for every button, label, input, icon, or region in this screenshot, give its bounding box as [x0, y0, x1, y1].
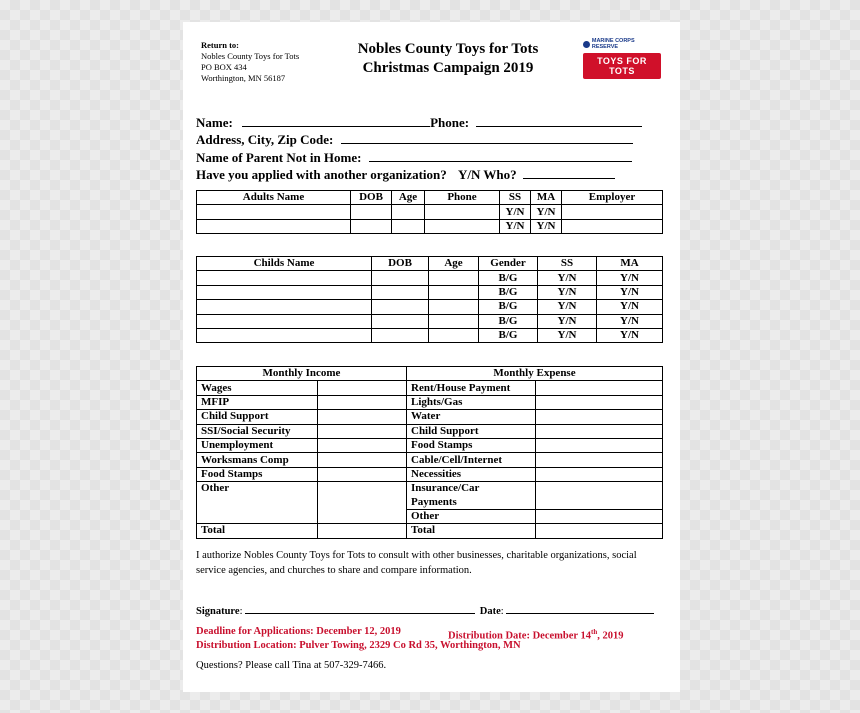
signature-line[interactable]: [245, 603, 475, 614]
adult-ss-cell[interactable]: Y/N: [500, 205, 531, 219]
expense-amount[interactable]: [536, 424, 663, 438]
expense-amount[interactable]: [536, 438, 663, 452]
deadline-info: [196, 625, 624, 653]
parent-row: [196, 149, 642, 166]
return-line: PO BOX 434: [201, 62, 247, 72]
applied-yn[interactable]: Y/N: [458, 166, 481, 182]
parent-label: Name of Parent Not in Home:: [196, 149, 362, 165]
child-dob-cell[interactable]: [372, 300, 429, 314]
adult-dob-cell[interactable]: [351, 219, 392, 233]
return-line: Worthington, MN 56187: [201, 73, 286, 83]
address-row: [196, 131, 642, 148]
income-label: Food Stamps: [197, 467, 318, 481]
title-line-2: Christmas Campaign 2019: [362, 60, 534, 76]
adults-col-ss: SS: [500, 191, 531, 205]
income-label: Other: [197, 482, 318, 524]
adult-employer-cell[interactable]: [562, 205, 663, 219]
expense-amount[interactable]: [536, 381, 663, 395]
income-label: Wages: [197, 381, 318, 395]
childs-col-ss: SS: [538, 257, 597, 271]
title-line-1: Nobles County Toys for Tots: [357, 41, 539, 57]
expense-label: Other: [407, 509, 536, 523]
child-ma-cell[interactable]: Y/N: [597, 271, 663, 285]
child-age-cell[interactable]: [429, 314, 479, 328]
adult-ma-cell[interactable]: Y/N: [531, 219, 562, 233]
income-label: SSI/Social Security: [197, 424, 318, 438]
adults-col-dob: DOB: [351, 191, 392, 205]
childs-col-ma: MA: [597, 257, 663, 271]
income-label: Unemployment: [197, 438, 318, 452]
table-row: [197, 285, 663, 299]
child-name-cell[interactable]: [197, 328, 372, 342]
expense-amount[interactable]: [536, 467, 663, 481]
adults-header-row: [197, 191, 663, 205]
table-row: [197, 410, 663, 424]
adult-age-cell[interactable]: [392, 205, 425, 219]
finances-header-row: [197, 367, 663, 381]
adult-dob-cell[interactable]: [351, 205, 392, 219]
date-label: Date: [479, 606, 501, 617]
phone-label: Phone:: [430, 115, 470, 130]
table-row: [197, 205, 663, 219]
expense-amount[interactable]: [536, 482, 663, 510]
child-dob-cell[interactable]: [372, 285, 429, 299]
child-age-cell[interactable]: [429, 328, 479, 342]
expense-label: Cable/Cell/Internet: [407, 453, 536, 467]
distribution-date-sup: th: [591, 628, 598, 636]
income-amount[interactable]: [318, 410, 407, 424]
income-label: MFIP: [197, 395, 318, 409]
expense-label: Rent/House Payment: [407, 381, 536, 395]
income-label: Child Support: [197, 410, 318, 424]
expense-total-label: Total: [407, 524, 536, 538]
return-address: [201, 40, 299, 84]
adult-phone-cell[interactable]: [425, 219, 500, 233]
child-gender-cell[interactable]: B/G: [479, 300, 538, 314]
child-name-cell[interactable]: [197, 271, 372, 285]
parent-line[interactable]: [369, 149, 632, 162]
expense-label: Lights/Gas: [407, 395, 536, 409]
child-age-cell[interactable]: [429, 300, 479, 314]
child-dob-cell[interactable]: [372, 271, 429, 285]
income-amount[interactable]: [318, 381, 407, 395]
table-row: [197, 453, 663, 467]
date-line[interactable]: [506, 603, 654, 614]
table-row: [197, 467, 663, 481]
expense-label: Water: [407, 410, 536, 424]
applied-label: Have you applied with another organization?: [196, 166, 447, 182]
adult-name-cell[interactable]: [197, 205, 351, 219]
child-name-cell[interactable]: [197, 314, 372, 328]
childs-header-row: [197, 257, 663, 271]
table-row: [197, 482, 663, 496]
child-ss-cell[interactable]: Y/N: [538, 314, 597, 328]
distribution-date: [448, 625, 623, 644]
child-age-cell[interactable]: [429, 285, 479, 299]
income-amount[interactable]: [318, 482, 407, 524]
adults-col-name: Adults Name: [197, 191, 351, 205]
expense-label-continued: Payments: [407, 496, 536, 510]
child-ss-cell[interactable]: Y/N: [538, 328, 597, 342]
distribution-date-prefix: Distribution Date: December 14: [448, 630, 591, 642]
who-line[interactable]: [523, 166, 615, 179]
childs-col-age: Age: [429, 257, 479, 271]
adult-phone-cell[interactable]: [425, 205, 500, 219]
phone-line[interactable]: [476, 114, 642, 127]
income-amount[interactable]: [318, 467, 407, 481]
toys-for-tots-wordmark: TOYS FOR TOTS: [583, 53, 661, 79]
signature-label: Signature: [196, 606, 240, 617]
table-row: [197, 328, 663, 342]
applied-row: [196, 166, 642, 183]
child-dob-cell[interactable]: [372, 314, 429, 328]
income-amount[interactable]: [318, 424, 407, 438]
table-row: [197, 424, 663, 438]
childs-table: [196, 256, 663, 343]
child-ma-cell[interactable]: Y/N: [597, 328, 663, 342]
childs-col-gender: Gender: [479, 257, 538, 271]
expense-amount[interactable]: [536, 410, 663, 424]
name-phone-row: [196, 114, 642, 131]
table-row: [197, 395, 663, 409]
who-label: Who?: [483, 166, 517, 182]
child-name-cell[interactable]: [197, 285, 372, 299]
childs-col-name: Childs Name: [197, 257, 372, 271]
income-amount[interactable]: [318, 438, 407, 452]
child-ss-cell[interactable]: Y/N: [538, 271, 597, 285]
adult-employer-cell[interactable]: [562, 219, 663, 233]
signature-row: Signature: Date:: [196, 603, 654, 617]
table-row: [197, 300, 663, 314]
table-row: [197, 381, 663, 395]
expense-total-amount[interactable]: [536, 524, 663, 538]
adults-table: [196, 190, 663, 234]
address-line[interactable]: [341, 131, 633, 144]
adult-age-cell[interactable]: [392, 219, 425, 233]
expense-label: Insurance/Car: [407, 482, 536, 496]
return-line: Nobles County Toys for Tots: [201, 51, 300, 61]
questions-contact: Questions? Please call Tina at 507-329-7466.: [196, 660, 387, 671]
expense-amount[interactable]: [536, 453, 663, 467]
table-row: [197, 438, 663, 452]
table-row: [197, 314, 663, 328]
distribution-location: Distribution Location: Pulver Towing, 2329 Co Rd 35, Worthington, MN: [196, 640, 521, 651]
child-gender-cell[interactable]: B/G: [479, 314, 538, 328]
child-age-cell[interactable]: [429, 271, 479, 285]
finances-table: [196, 366, 663, 539]
child-ss-cell[interactable]: Y/N: [538, 285, 597, 299]
name-line[interactable]: [242, 114, 430, 127]
adults-col-ma: MA: [531, 191, 562, 205]
expense-label: Necessities: [407, 467, 536, 481]
child-dob-cell[interactable]: [372, 328, 429, 342]
toys-for-tots-logo: [583, 38, 661, 74]
distribution-date-suffix: , 2019: [597, 630, 624, 642]
income-amount[interactable]: [318, 453, 407, 467]
expense-label: Food Stamps: [407, 438, 536, 452]
monthly-expense-header: Monthly Expense: [407, 367, 663, 381]
child-ma-cell[interactable]: Y/N: [597, 285, 663, 299]
child-gender-cell[interactable]: B/G: [479, 285, 538, 299]
income-label: Worksmans Comp: [197, 453, 318, 467]
authorization-statement: I authorize Nobles County Toys for Tots to consult with other businesses, charitable organizations, social service agencies, and churches to share and compare information.: [196, 550, 637, 576]
table-row: [197, 219, 663, 233]
child-ss-cell[interactable]: Y/N: [538, 300, 597, 314]
monthly-income-header: Monthly Income: [197, 367, 407, 381]
applicant-fields: [196, 114, 642, 183]
child-ma-cell[interactable]: Y/N: [597, 300, 663, 314]
marine-corps-reserve-label: [583, 38, 661, 50]
income-amount[interactable]: [318, 395, 407, 409]
childs-col-dob: DOB: [372, 257, 429, 271]
child-ma-cell[interactable]: Y/N: [597, 314, 663, 328]
adult-ma-cell[interactable]: Y/N: [531, 205, 562, 219]
expense-label: Child Support: [407, 424, 536, 438]
income-total-label: Total: [197, 524, 318, 538]
reserve-text: MARINE CORPS RESERVE: [591, 38, 635, 50]
emblem-icon: [583, 41, 590, 48]
form-title: [323, 40, 573, 78]
child-gender-cell[interactable]: B/G: [479, 271, 538, 285]
table-row: [197, 524, 663, 538]
address-label: Address, City, Zip Code:: [196, 132, 334, 148]
child-gender-cell[interactable]: B/G: [479, 328, 538, 342]
name-label: Name:: [196, 115, 233, 130]
expense-amount[interactable]: [536, 509, 663, 523]
deadline-text: Deadline for Applications: December 12, 2019: [196, 626, 401, 637]
expense-amount[interactable]: [536, 395, 663, 409]
form-page: [183, 22, 680, 692]
adults-col-phone: Phone: [425, 191, 500, 205]
income-total-amount[interactable]: [318, 524, 407, 538]
adults-col-employer: Employer: [562, 191, 663, 205]
adult-ss-cell[interactable]: Y/N: [500, 219, 531, 233]
table-row: [197, 271, 663, 285]
child-name-cell[interactable]: [197, 300, 372, 314]
adult-name-cell[interactable]: [197, 219, 351, 233]
return-heading: Return to:: [201, 40, 240, 50]
adults-col-age: Age: [392, 191, 425, 205]
